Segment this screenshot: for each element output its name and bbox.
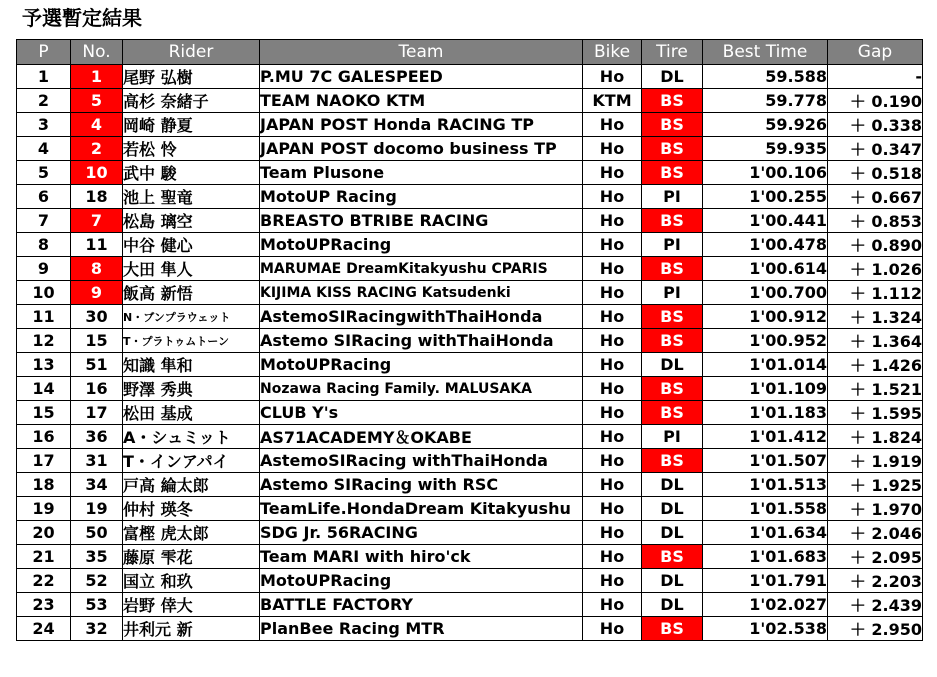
team-cell: JAPAN POST docomo business TP: [260, 137, 583, 161]
rider-name-cell: 尾野 弘樹: [123, 65, 260, 89]
bike-cell: Ho: [583, 185, 642, 209]
best-time-cell: 1'01.183: [703, 401, 828, 425]
rider-number-cell: 4: [71, 113, 123, 137]
gap-cell: ＋ 0.338: [828, 113, 923, 137]
tire-cell: BS: [642, 161, 703, 185]
table-row: [17, 569, 923, 593]
team-cell: BREASTO BTRIBE RACING: [260, 209, 583, 233]
tire-cell: DL: [642, 569, 703, 593]
bike-cell: Ho: [583, 257, 642, 281]
table-row: [17, 233, 923, 257]
rider-number-cell: 51: [71, 353, 123, 377]
position-cell: 5: [17, 161, 71, 185]
gap-cell: ＋ 2.950: [828, 617, 923, 641]
tire-cell: DL: [642, 521, 703, 545]
position-cell: 3: [17, 113, 71, 137]
rider-name-cell: 仲村 瑛冬: [123, 497, 260, 521]
gap-cell: -: [828, 65, 923, 89]
table-row: [17, 497, 923, 521]
rider-name-cell: 松島 璃空: [123, 209, 260, 233]
table-row: [17, 617, 923, 641]
team-cell: TEAM NAOKO KTM: [260, 89, 583, 113]
team-cell: MotoUPRacing: [260, 569, 583, 593]
position-cell: 16: [17, 425, 71, 449]
tire-cell: PI: [642, 281, 703, 305]
table-row: [17, 89, 923, 113]
position-cell: 4: [17, 137, 71, 161]
best-time-cell: 1'01.513: [703, 473, 828, 497]
position-cell: 6: [17, 185, 71, 209]
position-cell: 1: [17, 65, 71, 89]
rider-number-cell: 2: [71, 137, 123, 161]
tire-cell: PI: [642, 233, 703, 257]
header-position: P: [17, 40, 71, 65]
rider-name-cell: 富樫 虎太郎: [123, 521, 260, 545]
rider-number-cell: 8: [71, 257, 123, 281]
table-row: [17, 329, 923, 353]
table-row: [17, 161, 923, 185]
bike-cell: Ho: [583, 137, 642, 161]
position-cell: 13: [17, 353, 71, 377]
bike-cell: Ho: [583, 113, 642, 137]
rider-name-cell: T・インアパイ: [123, 449, 260, 473]
best-time-cell: 59.935: [703, 137, 828, 161]
gap-cell: ＋ 1.919: [828, 449, 923, 473]
rider-number-cell: 17: [71, 401, 123, 425]
header-team: Team: [260, 40, 583, 65]
gap-cell: ＋ 1.364: [828, 329, 923, 353]
bike-cell: Ho: [583, 329, 642, 353]
bike-cell: Ho: [583, 521, 642, 545]
position-cell: 19: [17, 497, 71, 521]
tire-cell: DL: [642, 473, 703, 497]
position-cell: 9: [17, 257, 71, 281]
rider-name-cell: 藤原 雫花: [123, 545, 260, 569]
rider-number-cell: 32: [71, 617, 123, 641]
tire-cell: BS: [642, 209, 703, 233]
tire-cell: BS: [642, 545, 703, 569]
bike-cell: Ho: [583, 233, 642, 257]
rider-name-cell: 岡崎 静夏: [123, 113, 260, 137]
gap-cell: ＋ 1.521: [828, 377, 923, 401]
table-row: [17, 137, 923, 161]
gap-cell: ＋ 0.190: [828, 89, 923, 113]
results-table: [16, 39, 923, 641]
rider-number-cell: 7: [71, 209, 123, 233]
rider-number-cell: 1: [71, 65, 123, 89]
position-cell: 21: [17, 545, 71, 569]
bike-cell: Ho: [583, 473, 642, 497]
tire-cell: BS: [642, 617, 703, 641]
position-cell: 15: [17, 401, 71, 425]
tire-cell: BS: [642, 113, 703, 137]
bike-cell: Ho: [583, 281, 642, 305]
position-cell: 11: [17, 305, 71, 329]
tire-cell: BS: [642, 377, 703, 401]
tire-cell: PI: [642, 185, 703, 209]
table-row: [17, 305, 923, 329]
table-row: [17, 377, 923, 401]
team-cell: SDG Jr. 56RACING: [260, 521, 583, 545]
table-row: [17, 521, 923, 545]
table-row: [17, 257, 923, 281]
team-cell: MotoUPRacing: [260, 233, 583, 257]
table-row: [17, 425, 923, 449]
best-time-cell: 1'00.106: [703, 161, 828, 185]
best-time-cell: 1'00.478: [703, 233, 828, 257]
team-cell: MotoUPRacing: [260, 353, 583, 377]
rider-number-cell: 5: [71, 89, 123, 113]
table-row: [17, 593, 923, 617]
gap-cell: ＋ 2.046: [828, 521, 923, 545]
bike-cell: Ho: [583, 161, 642, 185]
bike-cell: Ho: [583, 305, 642, 329]
tire-cell: BS: [642, 89, 703, 113]
rider-number-cell: 34: [71, 473, 123, 497]
bike-cell: Ho: [583, 401, 642, 425]
team-cell: AstemoSIRacingwithThaiHonda: [260, 305, 583, 329]
team-cell: AstemoSIRacing withThaiHonda: [260, 449, 583, 473]
rider-name-cell: 国立 和玖: [123, 569, 260, 593]
table-row: [17, 473, 923, 497]
position-cell: 24: [17, 617, 71, 641]
table-row: [17, 113, 923, 137]
team-cell: PlanBee Racing MTR: [260, 617, 583, 641]
header-best-time: Best Time: [703, 40, 828, 65]
team-cell: Team Plusone: [260, 161, 583, 185]
team-cell: TeamLife.HondaDream Kitakyushu: [260, 497, 583, 521]
best-time-cell: 59.926: [703, 113, 828, 137]
tire-cell: DL: [642, 497, 703, 521]
header-gap: Gap: [828, 40, 923, 65]
position-cell: 8: [17, 233, 71, 257]
rider-number-cell: 10: [71, 161, 123, 185]
bike-cell: Ho: [583, 425, 642, 449]
gap-cell: ＋ 2.095: [828, 545, 923, 569]
best-time-cell: 1'01.109: [703, 377, 828, 401]
results-body: [17, 65, 923, 641]
best-time-cell: 1'01.683: [703, 545, 828, 569]
rider-name-cell: 岩野 倖大: [123, 593, 260, 617]
rider-name-cell: T・プラトゥムトーン: [123, 329, 260, 353]
gap-cell: ＋ 1.324: [828, 305, 923, 329]
rider-number-cell: 52: [71, 569, 123, 593]
team-cell: JAPAN POST Honda RACING TP: [260, 113, 583, 137]
rider-name-cell: 松田 基成: [123, 401, 260, 425]
table-row: [17, 281, 923, 305]
team-cell: Astemo SIRacing withThaiHonda: [260, 329, 583, 353]
rider-number-cell: 50: [71, 521, 123, 545]
rider-name-cell: 戸高 綸太郎: [123, 473, 260, 497]
rider-number-cell: 36: [71, 425, 123, 449]
bike-cell: Ho: [583, 209, 642, 233]
team-cell: MARUMAE DreamKitakyushu CPARIS: [260, 257, 583, 281]
header-number: No.: [71, 40, 123, 65]
gap-cell: ＋ 0.890: [828, 233, 923, 257]
bike-cell: Ho: [583, 449, 642, 473]
best-time-cell: 1'00.700: [703, 281, 828, 305]
rider-name-cell: 武中 駿: [123, 161, 260, 185]
best-time-cell: 1'01.014: [703, 353, 828, 377]
tire-cell: DL: [642, 65, 703, 89]
position-cell: 18: [17, 473, 71, 497]
team-cell: MotoUP Racing: [260, 185, 583, 209]
tire-cell: BS: [642, 137, 703, 161]
table-row: [17, 401, 923, 425]
gap-cell: ＋ 1.925: [828, 473, 923, 497]
best-time-cell: 1'00.255: [703, 185, 828, 209]
team-cell: Astemo SIRacing with RSC: [260, 473, 583, 497]
page-title: 予選暫定結果: [22, 6, 142, 30]
table-row: [17, 545, 923, 569]
rider-name-cell: 野澤 秀典: [123, 377, 260, 401]
team-cell: P.MU 7C GALESPEED: [260, 65, 583, 89]
header-row: [17, 40, 923, 65]
rider-number-cell: 30: [71, 305, 123, 329]
tire-cell: DL: [642, 593, 703, 617]
bike-cell: Ho: [583, 497, 642, 521]
gap-cell: ＋ 1.824: [828, 425, 923, 449]
position-cell: 10: [17, 281, 71, 305]
table-row: [17, 185, 923, 209]
team-cell: KIJIMA KISS RACING Katsudenki: [260, 281, 583, 305]
rider-number-cell: 31: [71, 449, 123, 473]
best-time-cell: 1'01.791: [703, 569, 828, 593]
rider-name-cell: 知識 隼和: [123, 353, 260, 377]
position-cell: 2: [17, 89, 71, 113]
header-bike: Bike: [583, 40, 642, 65]
gap-cell: ＋ 2.439: [828, 593, 923, 617]
tire-cell: BS: [642, 305, 703, 329]
rider-number-cell: 53: [71, 593, 123, 617]
best-time-cell: 59.778: [703, 89, 828, 113]
bike-cell: Ho: [583, 377, 642, 401]
header-tire: Tire: [642, 40, 703, 65]
rider-name-cell: A・シュミット: [123, 425, 260, 449]
rider-name-cell: 中谷 健心: [123, 233, 260, 257]
tire-cell: BS: [642, 329, 703, 353]
rider-name-cell: 井利元 新: [123, 617, 260, 641]
bike-cell: Ho: [583, 353, 642, 377]
rider-number-cell: 18: [71, 185, 123, 209]
tire-cell: BS: [642, 401, 703, 425]
tire-cell: PI: [642, 425, 703, 449]
bike-cell: Ho: [583, 617, 642, 641]
position-cell: 12: [17, 329, 71, 353]
team-cell: CLUB Y's: [260, 401, 583, 425]
bike-cell: KTM: [583, 89, 642, 113]
rider-number-cell: 16: [71, 377, 123, 401]
rider-name-cell: 若松 怜: [123, 137, 260, 161]
gap-cell: ＋ 1.595: [828, 401, 923, 425]
position-cell: 7: [17, 209, 71, 233]
gap-cell: ＋ 0.853: [828, 209, 923, 233]
position-cell: 20: [17, 521, 71, 545]
rider-name-cell: 高杉 奈緒子: [123, 89, 260, 113]
rider-name-cell: 大田 隼人: [123, 257, 260, 281]
best-time-cell: 59.588: [703, 65, 828, 89]
gap-cell: ＋ 1.426: [828, 353, 923, 377]
gap-cell: ＋ 0.667: [828, 185, 923, 209]
gap-cell: ＋ 2.203: [828, 569, 923, 593]
bike-cell: Ho: [583, 593, 642, 617]
tire-cell: BS: [642, 257, 703, 281]
rider-number-cell: 19: [71, 497, 123, 521]
gap-cell: ＋ 0.347: [828, 137, 923, 161]
best-time-cell: 1'00.912: [703, 305, 828, 329]
team-cell: Team MARI with hiro'ck: [260, 545, 583, 569]
tire-cell: DL: [642, 353, 703, 377]
rider-name-cell: N・ブンプラウェット: [123, 305, 260, 329]
gap-cell: ＋ 0.518: [828, 161, 923, 185]
best-time-cell: 1'02.538: [703, 617, 828, 641]
position-cell: 17: [17, 449, 71, 473]
best-time-cell: 1'02.027: [703, 593, 828, 617]
table-row: [17, 65, 923, 89]
rider-name-cell: 池上 聖竜: [123, 185, 260, 209]
rider-number-cell: 9: [71, 281, 123, 305]
header-rider: Rider: [123, 40, 260, 65]
rider-name-cell: 飯高 新悟: [123, 281, 260, 305]
best-time-cell: 1'01.558: [703, 497, 828, 521]
table-row: [17, 209, 923, 233]
position-cell: 22: [17, 569, 71, 593]
position-cell: 23: [17, 593, 71, 617]
rider-number-cell: 11: [71, 233, 123, 257]
bike-cell: Ho: [583, 65, 642, 89]
table-row: [17, 353, 923, 377]
best-time-cell: 1'00.614: [703, 257, 828, 281]
best-time-cell: 1'00.441: [703, 209, 828, 233]
tire-cell: BS: [642, 449, 703, 473]
table-row: [17, 449, 923, 473]
rider-number-cell: 35: [71, 545, 123, 569]
best-time-cell: 1'01.634: [703, 521, 828, 545]
team-cell: Nozawa Racing Family. MALUSAKA: [260, 377, 583, 401]
gap-cell: ＋ 1.026: [828, 257, 923, 281]
best-time-cell: 1'01.507: [703, 449, 828, 473]
position-cell: 14: [17, 377, 71, 401]
gap-cell: ＋ 1.112: [828, 281, 923, 305]
gap-cell: ＋ 1.970: [828, 497, 923, 521]
bike-cell: Ho: [583, 569, 642, 593]
best-time-cell: 1'00.952: [703, 329, 828, 353]
team-cell: AS71ACADEMY＆OKABE: [260, 425, 583, 449]
bike-cell: Ho: [583, 545, 642, 569]
best-time-cell: 1'01.412: [703, 425, 828, 449]
team-cell: BATTLE FACTORY: [260, 593, 583, 617]
rider-number-cell: 15: [71, 329, 123, 353]
